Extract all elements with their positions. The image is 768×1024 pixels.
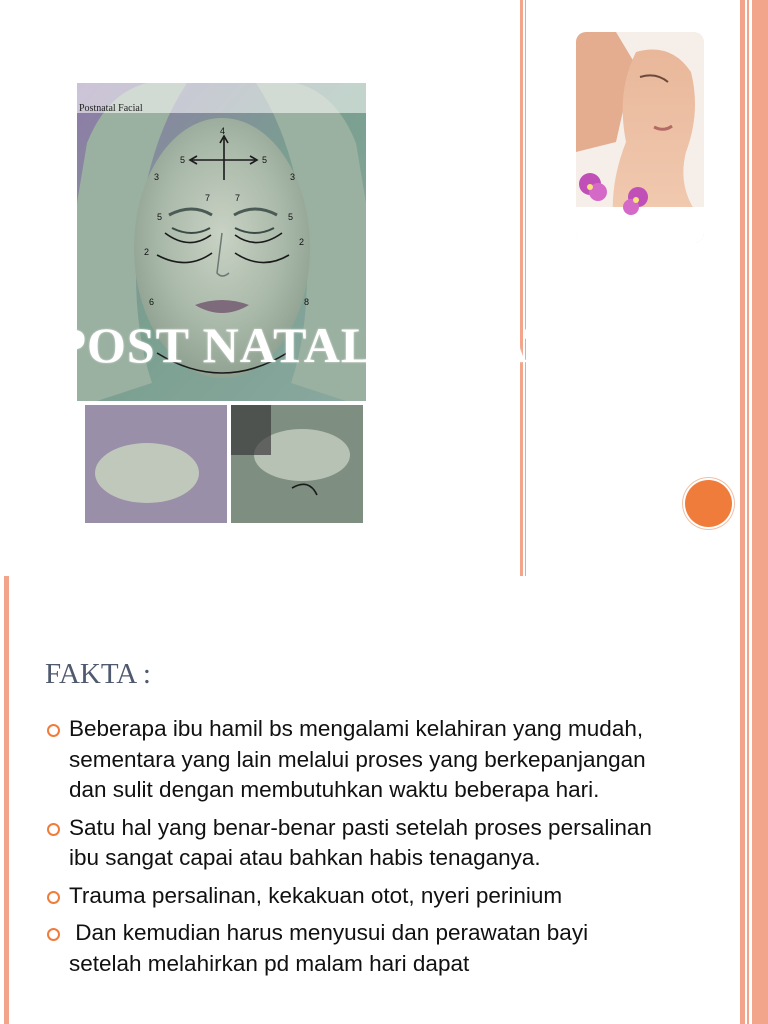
decorative-line <box>747 576 749 1024</box>
diagram-number: 5 <box>180 155 186 165</box>
diagram-number: 3 <box>154 172 160 182</box>
bullet-text: Dan kemudian harus menyusui dan perawatan bayi setelah melahirkan pd malam hari dapat <box>69 920 595 976</box>
list-item <box>46 918 666 979</box>
list-item <box>46 881 666 912</box>
facial-massage-diagram-image <box>77 83 366 525</box>
diagram-number: 5 <box>262 155 268 165</box>
slide-title: POST NATAL TREATMENT <box>55 317 713 373</box>
diagram-number: 7 <box>205 193 211 203</box>
list-item <box>46 813 666 874</box>
bullet-list <box>46 714 666 986</box>
diagram-number: 2 <box>299 237 305 247</box>
decorative-line <box>747 0 749 576</box>
decorative-line <box>525 0 526 576</box>
bullet-circle-icon <box>47 823 60 836</box>
bullet-text: Beberapa ibu hamil bs mengalami kelahiran yang mudah, sementara yang lain melalui proses yang berkepanjangan dan sulit dengan membutuhkan waktu beberapa hari. <box>69 716 646 802</box>
diagram-caption: Postnatal Facial <box>79 103 143 114</box>
diagram-number: 5 <box>288 212 294 222</box>
diagram-number: 8 <box>304 297 310 307</box>
bullet-circle-icon <box>47 724 60 737</box>
decorative-line <box>4 576 9 1024</box>
slide-heading: FAKTA : <box>45 658 151 690</box>
diagram-number: 2 <box>144 247 150 257</box>
bullet-circle-icon <box>47 928 60 941</box>
diagram-number: 3 <box>290 172 296 182</box>
diagram-number: 5 <box>157 212 163 222</box>
decorative-line <box>520 0 523 576</box>
decorative-line <box>740 576 745 1024</box>
diagram-number: 4 <box>220 126 226 136</box>
decorative-line <box>752 576 768 1024</box>
decorative-line <box>740 0 745 576</box>
list-item <box>46 714 666 806</box>
spa-facial-photo <box>576 32 704 243</box>
content-slide <box>0 576 768 1024</box>
diagram-number: 6 <box>149 297 155 307</box>
bullet-circle-icon <box>47 891 60 904</box>
bullet-text: Trauma persalinan, kekakuan otot, nyeri perinium <box>69 882 563 908</box>
decorative-line <box>752 0 768 576</box>
diagram-number: 7 <box>235 193 241 203</box>
decorative-orange-circle <box>685 480 732 527</box>
bullet-text: Satu hal yang benar-benar pasti setelah proses persalinan ibu sangat capai atau bahkan habis tenaganya. <box>69 814 652 870</box>
